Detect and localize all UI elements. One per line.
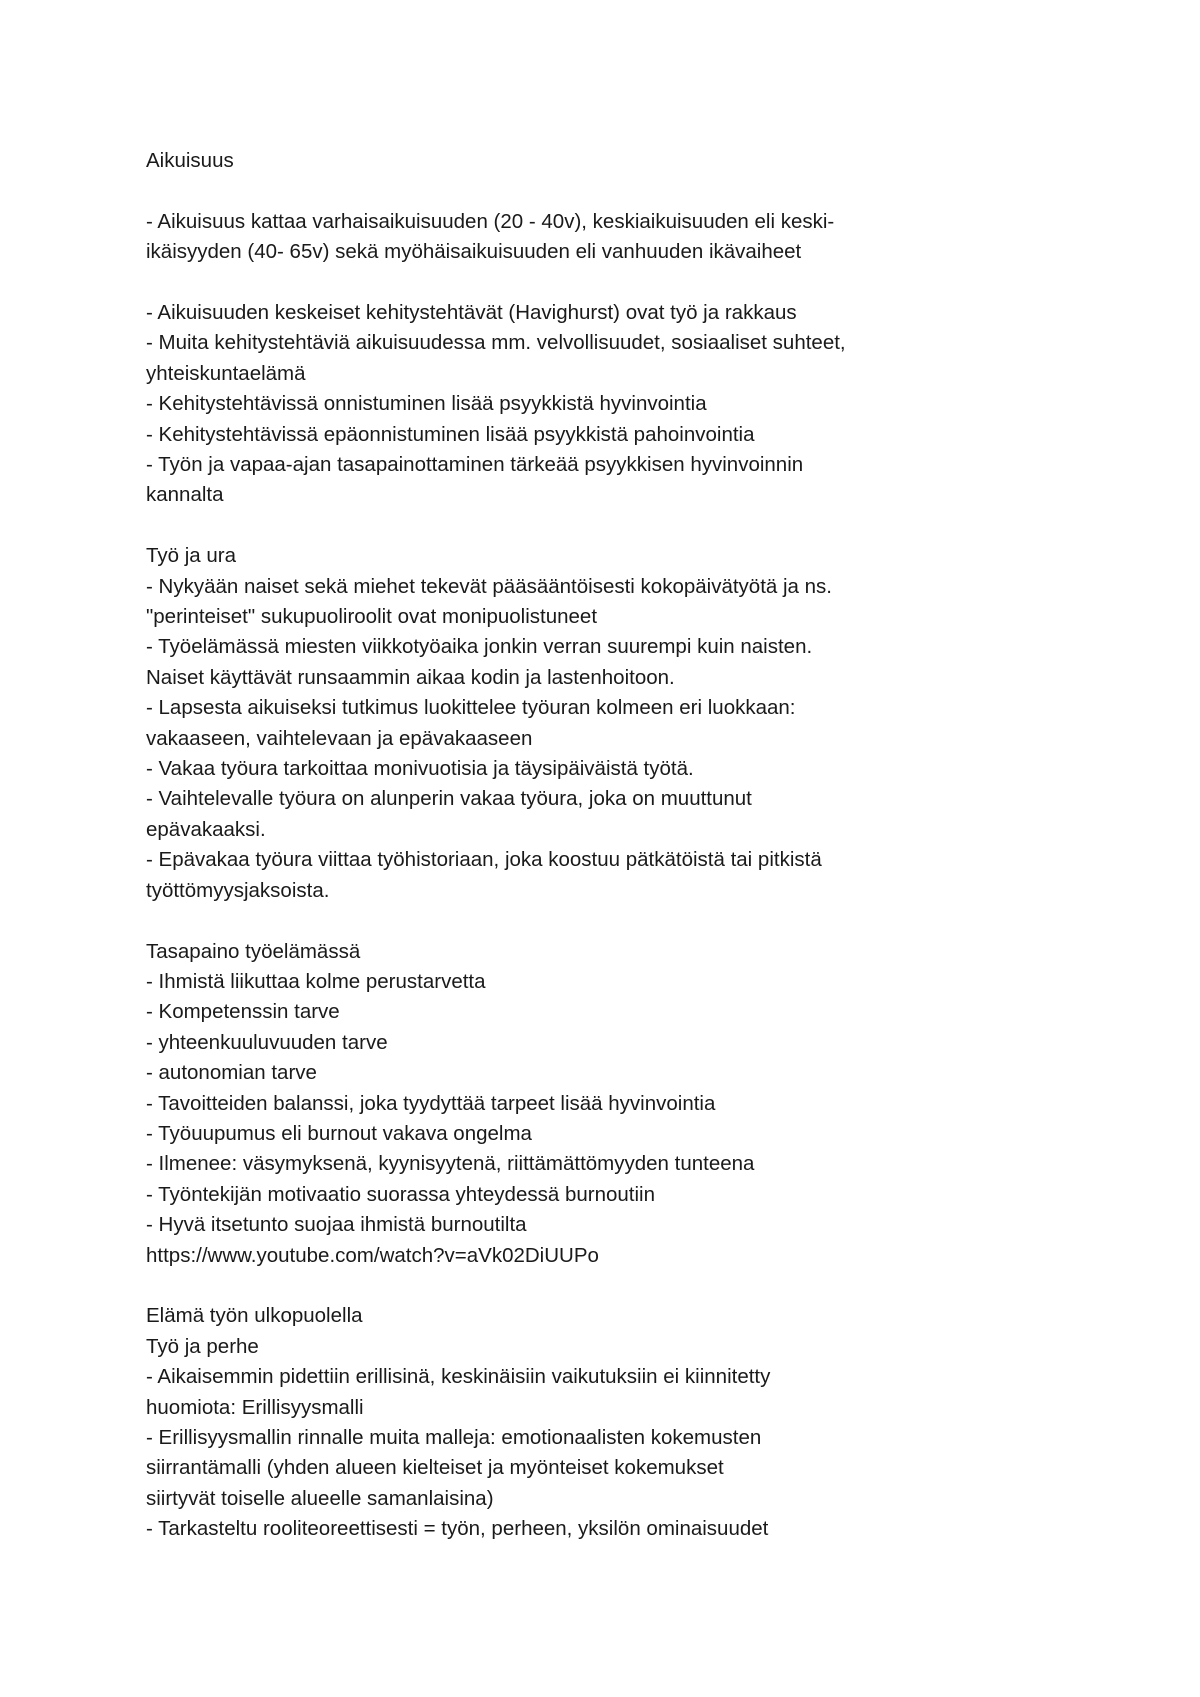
- text-line: - autonomian tarve: [146, 1061, 317, 1085]
- text-line: - Aikaisemmin pidettiin erillisinä, keskinäisiin vaikutuksiin ei kiinnitetty: [146, 1365, 771, 1389]
- text-line: - Tavoitteiden balanssi, joka tyydyttää tarpeet lisää hyvinvointia: [146, 1091, 716, 1115]
- text-line: - Erillisyysmallin rinnalle muita malleja: emotionaalisten kokemusten: [146, 1425, 762, 1449]
- text-heading-line: Tasapaino työelämässä: [146, 939, 361, 963]
- text-line: - Epävakaa työura viittaa työhistoriaan, joka koostuu pätkätöistä tai pitkistä: [146, 848, 822, 872]
- text-section: [146, 937, 1106, 1271]
- text-line: - Aikuisuus kattaa varhaisaikuisuuden (20 - 40v), keskiaikuisuuden eli keski-: [146, 209, 835, 233]
- text-line: - Aikuisuuden keskeiset kehitystehtävät (Havighurst) ovat työ ja rakkaus: [146, 301, 797, 324]
- text-line: - Työelämässä miesten viikkotyöaika jonkin verran suurempi kuin naisten.: [146, 635, 813, 659]
- text-line: työttömyysjaksoista.: [146, 878, 330, 902]
- document-page: [146, 146, 1106, 1545]
- text-line: - Vakaa työura tarkoittaa monivuotisia ja täysipäiväistä työtä.: [146, 757, 694, 781]
- text-line: Naiset käyttävät runsaammin aikaa kodin ja lastenhoitoon.: [146, 665, 675, 689]
- text-line: - Nykyään naiset sekä miehet tekevät pääsääntöisesti kokopäivätyötä ja ns.: [146, 574, 832, 598]
- text-section: [146, 298, 1106, 511]
- text-heading-line: Elämä työn ulkopuolella: [146, 1304, 363, 1328]
- text-line: - Kompetenssin tarve: [146, 1000, 340, 1024]
- text-section: [146, 207, 1106, 268]
- text-line: - Työn ja vapaa-ajan tasapainottaminen tärkeää psyykkisen hyvinvoinnin: [146, 453, 804, 477]
- text-line: ikäisyyden (40- 65v) sekä myöhäisaikuisuuden eli vanhuuden ikävaiheet: [146, 240, 802, 264]
- text-line: - Hyvä itsetunto suojaa ihmistä burnoutilta: [146, 1213, 527, 1237]
- text-line: - Työuupumus eli burnout vakava ongelma: [146, 1121, 532, 1145]
- text-line: huomiota: Erillisyysmalli: [146, 1395, 364, 1419]
- text-line: - Tarkasteltu rooliteoreettisesti = työn, perheen, yksilön ominaisuudet: [146, 1517, 769, 1541]
- text-line: - yhteenkuuluvuuden tarve: [146, 1030, 388, 1054]
- text-line: - Vaihtelevalle työura on alunperin vakaa työura, joka on muuttunut: [146, 787, 752, 811]
- url-text: https://www.youtube.com/watch?v=aVk02DiUUPo: [146, 1243, 599, 1267]
- text-line: - Kehitystehtävissä epäonnistuminen lisää psyykkistä pahoinvointia: [146, 422, 755, 446]
- text-line: "perinteiset" sukupuoliroolit ovat monipuolistuneet: [146, 605, 598, 629]
- text-line: - Työntekijän motivaatio suorassa yhteydessä burnoutiin: [146, 1182, 655, 1206]
- text-line: epävakaaksi.: [146, 817, 266, 841]
- text-line: - Lapsesta aikuiseksi tutkimus luokittelee työuran kolmeen eri luokkaan:: [146, 696, 796, 720]
- text-section: [146, 1301, 1106, 1544]
- text-heading-line: Työ ja ura: [146, 544, 237, 568]
- text-line: - Ilmenee: väsymyksenä, kyynisyytenä, riittämättömyyden tunteena: [146, 1152, 755, 1176]
- text-line: kannalta: [146, 483, 224, 507]
- text-section: [146, 146, 1106, 176]
- text-line: siirrantämalli (yhden alueen kielteiset ja myönteiset kokemukset: [146, 1456, 724, 1480]
- text-line: Työ ja perhe: [146, 1334, 259, 1358]
- text-line: vakaaseen, vaihtelevaan ja epävakaaseen: [146, 726, 533, 750]
- text-line: - Muita kehitystehtäviä aikuisuudessa mm. velvollisuudet, sosiaaliset suhteet,: [146, 331, 846, 355]
- text-line: - Kehitystehtävissä onnistuminen lisää psyykkistä hyvinvointia: [146, 392, 707, 416]
- text-line: - Ihmistä liikuttaa kolme perustarvetta: [146, 969, 486, 993]
- text-section: [146, 541, 1106, 906]
- text-heading-line: Aikuisuus: [146, 149, 234, 172]
- text-line: yhteiskuntaelämä: [146, 361, 306, 385]
- text-line: siirtyvät toiselle alueelle samanlaisina): [146, 1486, 494, 1510]
